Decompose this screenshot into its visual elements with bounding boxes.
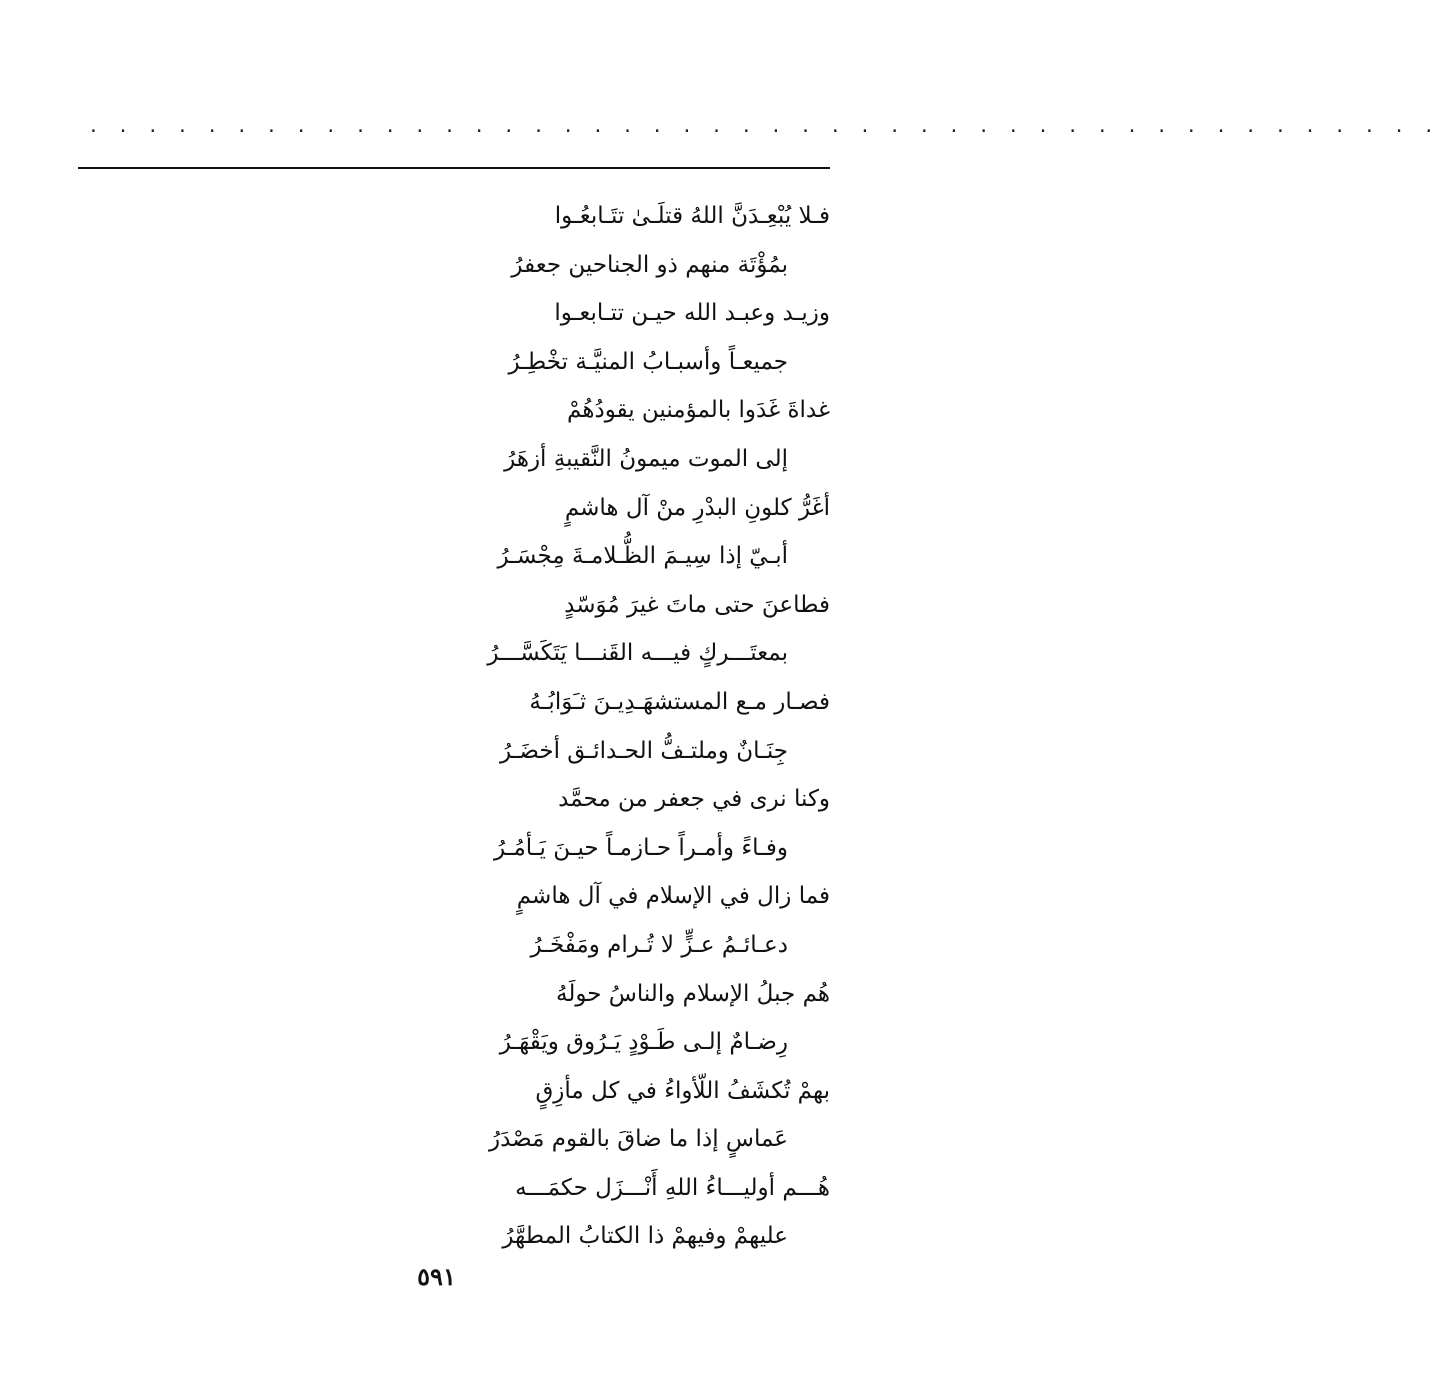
poem-body <box>200 192 830 1261</box>
verse-first-hemistich: بهمْ تُكشَفُ اللّأواءُ في كل مأزِقٍ <box>535 1077 830 1104</box>
verse-first-hemistich: فصـار مـع المستشهَـدِيـنَ ثـَوَابُـهُ <box>529 688 830 715</box>
verse-second-hemistich: وفـاءً وأمـراً حـازمـاً حيـنَ يَـأمُـرُ <box>494 834 788 861</box>
verse-second-hemistich: رِضـامٌ إلـى طَـوْدٍ يَـرُوق ويَقْهَـرُ <box>499 1029 788 1056</box>
verse-second-hemistich: أبـيّ إذا سِيـمَ الظُّـلامـةَ مِجْسَـرُ <box>497 543 788 570</box>
verse-first-hemistich: هُم جبلُ الإسلام والناسُ حولَهُ <box>556 980 830 1007</box>
verse-first-hemistich: وزيـد وعبـد الله حيـن تتـابعـوا <box>554 300 830 327</box>
verse-first-hemistich: أغَرُّ كلونِ البدْرِ منْ آل هاشمٍ <box>564 494 830 521</box>
verse-second-hemistich: جِنَـانٌ وملتـفُّ الحـدائـق أخضَـرُ <box>499 737 788 764</box>
verse-first-hemistich: فطاعنَ حتى ماتَ غيرَ مُوَسّدٍ <box>564 591 830 618</box>
verse-second-hemistich: عليهمْ وفيهمْ ذا الكتابُ المطهَّرُ <box>502 1223 788 1250</box>
verse-first-hemistich: غداةَ غَدَوا بالمؤمنين يقودُهُمْ <box>567 397 830 424</box>
verse-first-hemistich: هُـــم أوليـــاءُ اللهِ أَنْـــزَل حكمَـــه <box>515 1174 830 1201</box>
header-dotted-rule: . . . . . . . . . . . . . . . . . . . . . . . . . . . . . . . . . . . . . . . . . . . . . . <box>88 116 1438 137</box>
verse-second-hemistich: بمُؤْتَة منهم ذو الجناحين جعفرُ <box>511 251 788 278</box>
verse-second-hemistich: جميعـاً وأسبـابُ المنيَّـة تخْطِـرُ <box>508 348 788 375</box>
verse-second-hemistich: دعـائـمُ عـزٍّ لا تُـرام ومَفْخَـرُ <box>530 931 788 958</box>
page-number: ٥٩١ <box>417 1262 456 1291</box>
verse-first-hemistich: فـلا يُبْعِـدَنَّ اللهُ قتلَـىٰ تتَـابعُـوا <box>554 203 830 229</box>
verse-first-hemistich: وكنا نرى في جعفر من محمَّد <box>558 786 830 813</box>
verse-first-hemistich: فما زال في الإسلام في آل هاشمٍ <box>516 883 830 910</box>
header-rule <box>78 167 830 169</box>
verse-second-hemistich: عَماسٍ إذا ما ضاقَ بالقوم مَصْدَرُ <box>488 1126 788 1153</box>
verse-second-hemistich: بمعتَـــركٍ فيـــه القَنـــا يَتَكَسَّـــرُ <box>487 640 788 667</box>
verse-second-hemistich: إلى الموت ميمونُ النَّقيبةِ أزهَرُ <box>504 445 788 472</box>
